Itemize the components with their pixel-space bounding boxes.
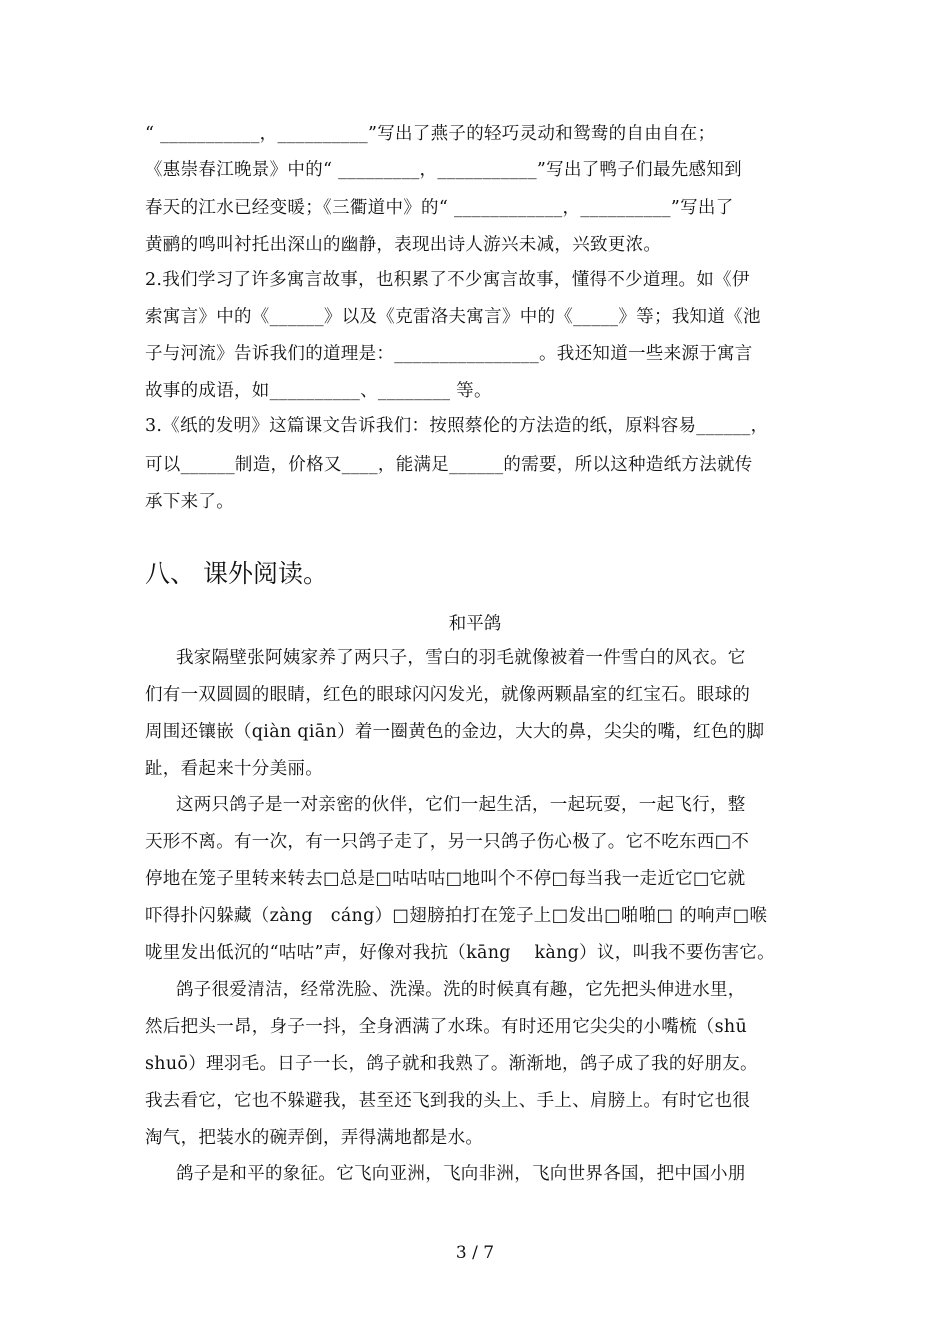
text-line: 可以______制造，价格又____，能满足______的需要，所以这种造纸方法就传 — [145, 455, 753, 475]
text-line: 承下来了。 — [145, 492, 234, 512]
paragraph-line: 们有一双圆圆的眼睛，红色的眼球闪闪发光，就像两颗晶室的红宝石。眼球的 — [145, 685, 751, 705]
paragraph-line: 我家隔壁张阿姨家养了两只子，雪白的羽毛就像被着一件雪白的风衣。它 — [176, 648, 746, 668]
question-2: 2.我们学习了许多寓言故事，也积累了不少寓言故事，懂得不少道理。如《伊 — [145, 270, 750, 290]
page-number: 3 / 7 — [455, 1243, 495, 1263]
paragraph-line: 吓得扑闪躲藏（zàng cáng）□翅膀拍打在笼子上□发出□啪啪□ 的响声□喉 — [145, 906, 768, 926]
text-line: “ ___________，__________”写出了燕子的轻巧灵动和鸳鸯的自由自在； — [145, 124, 716, 144]
paragraph-line: 我去看它，它也不躲避我，甚至还飞到我的头上、手上、肩膀上。有时它也很 — [145, 1091, 751, 1111]
text-line: 《惠崇春江晚景》中的“ _________，___________”写出了鸭子们最先感知到 — [145, 160, 742, 180]
paragraph-line: 停地在笼子里转来转去□总是□咕咕咕□地叫个不停□每当我一走近它□它就 — [145, 869, 746, 889]
paragraph-line: 天形不离。有一次，有一只鸽子走了，另一只鸽子伤心极了。它不吃东西□不 — [145, 832, 750, 852]
text-line: 黄鹂的鸣叫衬托出深山的幽静，表现出诗人游兴未减，兴致更浓。 — [145, 235, 662, 255]
text-line: 春天的江水已经变暖；《三衢道中》的“ ____________，__________”写出了 — [145, 198, 734, 218]
question-3: 3.《纸的发明》这篇课文告诉我们：按照蔡伦的方法造的纸，原料容易______， — [145, 416, 769, 436]
paragraph-line: 然后把头一昂，身子一抖，全身洒满了水珠。有时还用它尖尖的小嘴梳（shū — [145, 1017, 748, 1037]
text-line: 索寓言》中的《______》以及《克雷洛夫寓言》中的《_____》等；我知道《池 — [145, 307, 761, 327]
paragraph-line: 淘气，把装水的碗弄倒，弄得满地都是水。 — [145, 1128, 484, 1148]
text-line: 故事的成语，如__________、________ 等。 — [145, 381, 492, 401]
paragraph-line: 鸽子很爱清洁，经常洗脸、洗澡。洗的时候真有趣，它先把头伸进水里， — [176, 980, 746, 1000]
paragraph-line: 这两只鸽子是一对亲密的伙伴，它们一起生活，一起玩耍，一起飞行，整 — [176, 795, 746, 815]
text-line: 子与河流》告诉我们的道理是：________________。我还知道一些来源于寓言 — [145, 344, 753, 364]
paragraph-line: 趾，看起来十分美丽。 — [145, 759, 323, 779]
paragraph-line: shuō）理羽毛。日子一长，鸽子就和我熟了。渐渐地，鸽子成了我的好朋友。 — [145, 1054, 758, 1074]
paragraph-line: 鸽子是和平的象征。它飞向亚洲，飞向非洲，飞向世界各国，把中国小朋 — [176, 1164, 746, 1184]
section-heading: 八、 课外阅读。 — [145, 559, 328, 588]
passage-title: 和平鸽 — [448, 614, 502, 634]
paragraph-line: 周围还镶嵌（qiàn qiān）着一圈黄色的金边，大大的鼻，尖尖的嘴，红色的脚 — [145, 722, 765, 742]
paragraph-line: 咙里发出低沉的“咕咕”声，好像对我抗（kāng kàng）议，叫我不要伤害它。 — [145, 943, 775, 963]
